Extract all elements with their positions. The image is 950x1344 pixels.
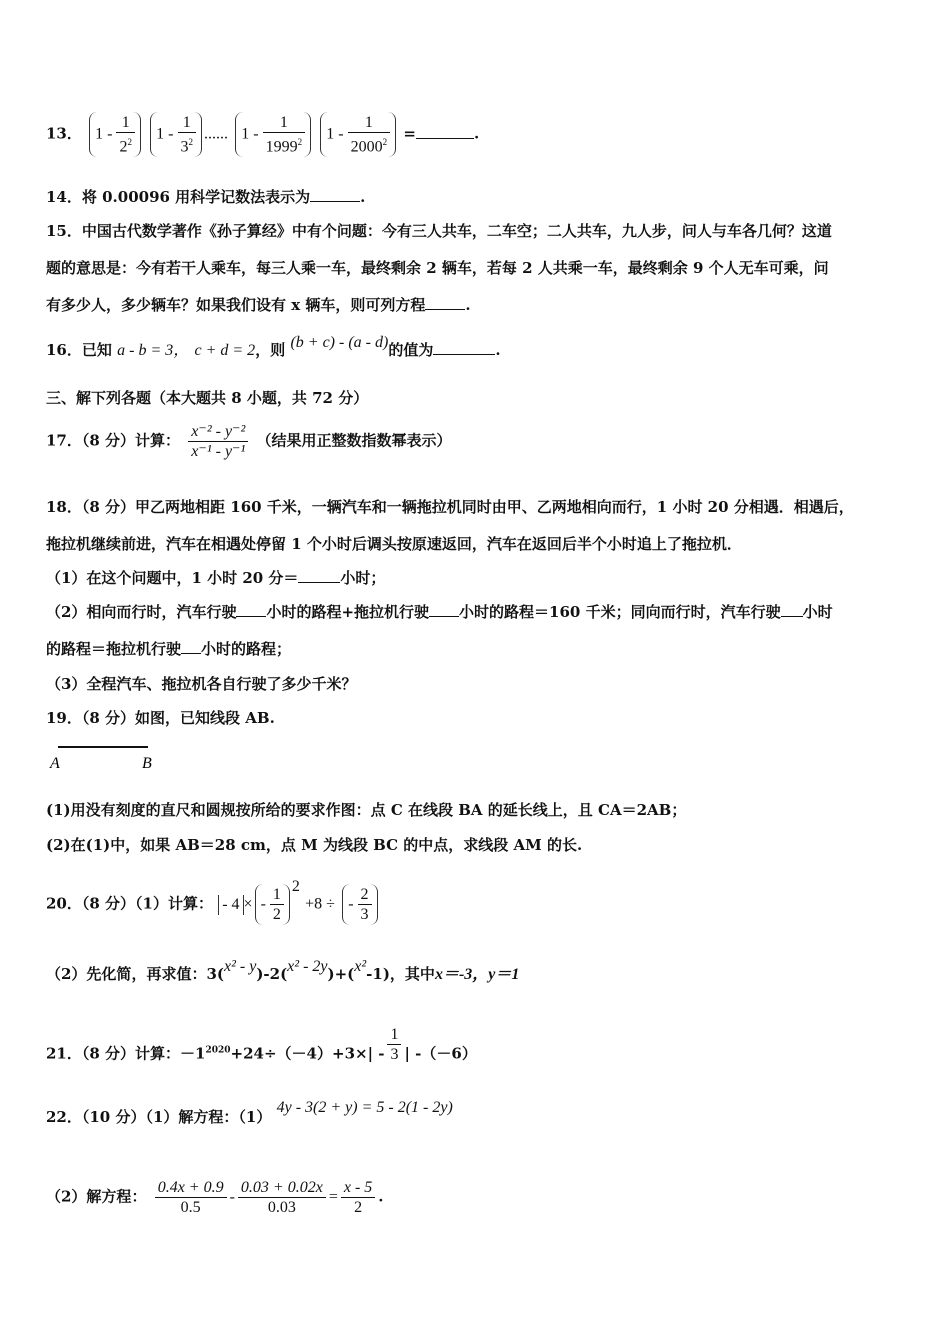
segment-ab-figure	[46, 738, 166, 774]
question-18-part-2-cont: 的路程＝拖拉机行驶 小时的路程；	[46, 640, 292, 658]
label-b: B	[142, 755, 152, 772]
answer-blank	[433, 340, 495, 355]
question-18-part-3: （3）全程汽车、拖拉机各自行驶了多少千米？	[46, 675, 357, 693]
absolute-value: - 4	[218, 895, 243, 915]
question-21: 21．（8 分）计算：$-1^{2020}+24\div(-4)+3\times|$ - $\frac{1}{3}$ | -（－6）	[46, 1026, 477, 1063]
fraction-1: $\frac{0.4x + 0.9}{0.5}$	[155, 1178, 227, 1217]
question-18-line-2: 拖拉机继续前进，汽车在相遇处停留 1 个小时后调头按原速返回，汽车在返回后半个小时追上了拖拉机．	[46, 535, 742, 553]
question-19: 19．（8 分）如图，已知线段 AB.	[46, 709, 275, 727]
question-18-part-2: （2）相向而行时，汽车行驶 小时的路程+拖拉机行驶 小时的路程＝160 千米；同向而行时，汽车行驶 小时	[46, 603, 833, 621]
question-22-part-2: （2）解方程： $\frac{0.4x + 0.9}{0.5}$ - $\frac{0.03 + 0.02x}{0.03}$ = $\frac{x - 5}{2}$ .	[46, 1179, 384, 1216]
fraction-3: $\frac{x - 5}{2}$	[341, 1178, 375, 1217]
question-16: 16．已知 a - b = 3， c + d = 2，则 (b + c) - (a - d)的值为 .	[46, 334, 501, 359]
question-13: 13． 1 - $\frac{1}{2^2}$ 1 - $\frac{1}{3^2}$ ...... 1 - $\frac{1}{1999^2}$ 1 - $\frac{1}{2000^2}$ = .	[46, 114, 480, 156]
fraction-2: $\frac{0.03 + 0.02x}{0.03}$	[238, 1178, 326, 1217]
answer-blank	[425, 295, 465, 310]
question-19-part-1: (1)用没有刻度的直尺和圆规按所给的要求作图：点 C 在线段 BA 的延长线上，且 CA＝2AB；	[46, 801, 687, 819]
section-heading: 三、解下列各题（本大题共 8 小题，共 72 分）	[46, 389, 369, 407]
answer-blank	[429, 602, 459, 617]
question-15-line-1: 15．中国古代数学著作《孙子算经》中有个问题：今有三人共车，二车空；二人共车，九人步，问人与车各几何？这道	[46, 222, 832, 240]
question-15-line-2: 题的意思是：今有若干人乘车，每三人乘一车，最终剩余 2 辆车，若每 2 人共乘一车，最终剩余 9 个人无车可乘，问	[46, 259, 829, 277]
given-2: c + d = 2	[194, 342, 256, 359]
factor-2000: 1 - $\frac{1}{2000^2}$	[320, 112, 396, 157]
fraction: $\frac{1}{3}$	[387, 1025, 401, 1064]
question-15-line-3: 有多少人，多少辆车？如果我们设有 x 辆车，则可列方程 .	[46, 296, 471, 314]
question-17: 17．（8 分）计算： $\frac{\text{x⁻² - y⁻²}}{\text{x⁻¹ - y⁻¹}}$ （结果用正整数指数幂表示）	[46, 423, 452, 460]
answer-blank	[781, 602, 803, 617]
answer-blank	[298, 568, 340, 583]
answer-blank	[181, 639, 201, 654]
answer-blank	[236, 602, 266, 617]
question-number: 13．	[46, 124, 82, 143]
ellipsis: ......	[204, 125, 228, 143]
question-19-part-2: (2)在(1)中，如果 AB＝28 cm，点 M 为线段 BC 的中点，求线段 AM 的长.	[46, 836, 583, 854]
question-20-part-2: （2）先化简，再求值：3(x² - y)-2(x² - 2y)+(x²-1)，其中x＝-3，y＝1	[46, 958, 520, 983]
question-14: 14．将 0.00096 用科学记数法表示为 .	[46, 188, 366, 206]
question-22-part-1: 22．（10 分）（1）解方程：（1） 4y - 3(2 + y) = 5 - 2(1 - 2y)	[46, 1099, 453, 1126]
expression: (b + c) - (a - d)	[290, 334, 389, 351]
fraction: $\frac{\text{x⁻² - y⁻²}}{\text{x⁻¹ - y⁻¹}}$	[188, 422, 248, 461]
given-1: a - b = 3，	[117, 342, 190, 359]
label-a: A	[50, 755, 60, 772]
equation-1: 4y - 3(2 + y) = 5 - 2(1 - 2y)	[276, 1099, 453, 1116]
factor-1: 1 - $\frac{1}{2^2}$	[89, 112, 141, 157]
answer-blank	[416, 124, 474, 139]
equals: =	[403, 124, 416, 143]
factor-1999: 1 - $\frac{1}{1999^2}$	[235, 112, 311, 157]
answer-blank	[310, 187, 360, 202]
question-20-part-1: 20．（8 分）（1）计算： - 4 × - $\frac{1}{2}$ $^2$ +8 ÷ - $\frac{2}{3}$	[46, 884, 380, 925]
factor-2: 1 - $\frac{1}{3^2}$	[150, 112, 202, 157]
question-18-line-1: 18．（8 分）甲乙两地相距 160 千米，一辆汽车和一辆拖拉机同时由甲、乙两地相向而行，1 小时 20 分相遇．相遇后，	[46, 498, 854, 516]
question-18-part-1: （1）在这个问题中，1 小时 20 分＝ 小时；	[46, 569, 386, 587]
